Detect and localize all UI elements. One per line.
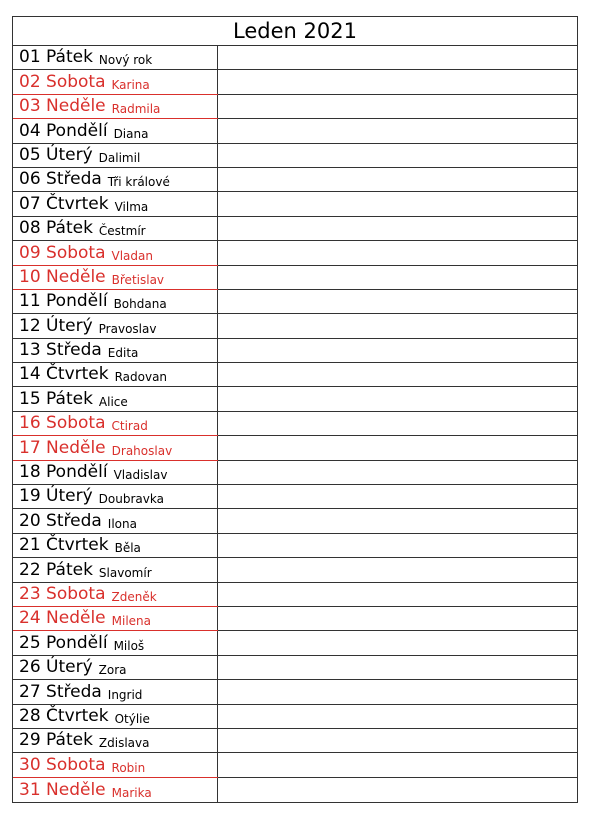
note-cell[interactable] bbox=[218, 461, 577, 484]
day-row bbox=[13, 168, 577, 192]
day-label: 28 Čtvrtek bbox=[19, 705, 109, 726]
day-cell bbox=[13, 387, 218, 410]
name-day: Zora bbox=[98, 663, 127, 678]
day-row bbox=[13, 95, 577, 119]
note-cell[interactable] bbox=[218, 631, 577, 654]
day-cell bbox=[13, 485, 218, 508]
day-cell bbox=[13, 266, 218, 289]
day-label: 27 Středa bbox=[19, 681, 102, 702]
name-day: Pravoslav bbox=[98, 321, 157, 336]
day-label: 31 Neděle bbox=[19, 780, 106, 801]
day-cell bbox=[13, 363, 218, 386]
day-cell bbox=[13, 339, 218, 362]
day-cell bbox=[13, 461, 218, 484]
note-cell[interactable] bbox=[218, 680, 577, 703]
day-cell bbox=[13, 705, 218, 728]
note-cell[interactable] bbox=[218, 290, 577, 313]
day-label: 08 Pátek bbox=[19, 218, 93, 239]
day-label: 25 Pondělí bbox=[19, 632, 108, 653]
day-label: 20 Středa bbox=[19, 510, 102, 531]
day-cell bbox=[13, 778, 218, 802]
day-row bbox=[13, 119, 577, 143]
name-day: Diana bbox=[113, 126, 149, 141]
note-cell[interactable] bbox=[218, 46, 577, 69]
name-day: Edita bbox=[107, 346, 139, 361]
day-cell bbox=[13, 436, 218, 459]
day-row bbox=[13, 461, 577, 485]
day-row bbox=[13, 558, 577, 582]
day-row bbox=[13, 144, 577, 168]
day-cell bbox=[13, 558, 218, 581]
day-row bbox=[13, 387, 577, 411]
day-cell bbox=[13, 729, 218, 752]
note-cell[interactable] bbox=[218, 119, 577, 142]
name-day: Bohdana bbox=[113, 297, 167, 312]
day-cell bbox=[13, 168, 218, 191]
name-day: Alice bbox=[98, 394, 128, 409]
day-cell bbox=[13, 46, 218, 69]
day-row bbox=[13, 412, 577, 436]
day-row bbox=[13, 436, 577, 460]
day-label: 04 Pondělí bbox=[19, 120, 108, 141]
day-label: 07 Čtvrtek bbox=[19, 193, 109, 214]
note-cell[interactable] bbox=[218, 241, 577, 265]
note-cell[interactable] bbox=[218, 144, 577, 167]
note-cell[interactable] bbox=[218, 339, 577, 362]
day-cell bbox=[13, 144, 218, 167]
note-cell[interactable] bbox=[218, 95, 577, 119]
day-label: 19 Úterý bbox=[19, 486, 93, 507]
day-label: 12 Úterý bbox=[19, 315, 93, 336]
name-day: Radovan bbox=[114, 370, 168, 385]
note-cell[interactable] bbox=[218, 168, 577, 191]
day-label: 01 Pátek bbox=[19, 47, 93, 68]
day-row bbox=[13, 509, 577, 533]
day-cell bbox=[13, 241, 218, 264]
note-cell[interactable] bbox=[218, 558, 577, 581]
name-day: Slavomír bbox=[98, 565, 152, 580]
name-day: Běla bbox=[114, 541, 141, 556]
day-label: 14 Čtvrtek bbox=[19, 364, 109, 385]
note-cell[interactable] bbox=[218, 583, 577, 607]
day-cell bbox=[13, 217, 218, 240]
note-cell[interactable] bbox=[218, 485, 577, 508]
name-day: Zdeněk bbox=[111, 589, 157, 604]
name-day: Čestmír bbox=[98, 224, 146, 239]
day-row bbox=[13, 46, 577, 70]
name-day: Vladan bbox=[111, 248, 153, 263]
day-cell bbox=[13, 119, 218, 142]
name-day: Otýlie bbox=[114, 711, 150, 726]
note-cell[interactable] bbox=[218, 314, 577, 337]
day-cell bbox=[13, 656, 218, 679]
day-label: 30 Sobota bbox=[19, 754, 106, 775]
day-row bbox=[13, 729, 577, 753]
day-row bbox=[13, 266, 577, 290]
day-cell bbox=[13, 70, 218, 93]
day-label: 06 Středa bbox=[19, 169, 102, 190]
day-row bbox=[13, 778, 577, 802]
day-row bbox=[13, 363, 577, 387]
day-row bbox=[13, 583, 577, 607]
day-label: 16 Sobota bbox=[19, 413, 106, 434]
note-cell[interactable] bbox=[218, 705, 577, 728]
name-day: Robin bbox=[111, 760, 146, 775]
day-row bbox=[13, 607, 577, 631]
name-day: Vilma bbox=[114, 199, 149, 214]
day-cell bbox=[13, 95, 218, 118]
note-cell[interactable] bbox=[218, 436, 577, 460]
day-cell bbox=[13, 607, 218, 630]
day-label: 03 Neděle bbox=[19, 96, 106, 117]
note-cell[interactable] bbox=[218, 387, 577, 410]
day-cell bbox=[13, 509, 218, 532]
day-label: 26 Úterý bbox=[19, 657, 93, 678]
day-cell bbox=[13, 753, 218, 776]
note-cell[interactable] bbox=[218, 607, 577, 631]
day-row bbox=[13, 241, 577, 265]
day-label: 09 Sobota bbox=[19, 242, 106, 263]
note-cell[interactable] bbox=[218, 753, 577, 777]
day-cell bbox=[13, 631, 218, 654]
name-day: Nový rok bbox=[98, 53, 153, 68]
name-day: Drahoslav bbox=[111, 443, 173, 458]
day-cell bbox=[13, 583, 218, 606]
calendar-sheet bbox=[12, 16, 578, 803]
name-day: Marika bbox=[111, 786, 152, 801]
name-day: Ingrid bbox=[107, 687, 143, 702]
day-cell bbox=[13, 290, 218, 313]
note-cell[interactable] bbox=[218, 412, 577, 436]
day-row bbox=[13, 485, 577, 509]
name-day: Miloš bbox=[113, 638, 145, 653]
note-cell[interactable] bbox=[218, 509, 577, 532]
day-row bbox=[13, 656, 577, 680]
day-row bbox=[13, 314, 577, 338]
day-cell bbox=[13, 680, 218, 703]
day-row bbox=[13, 680, 577, 704]
day-label: 18 Pondělí bbox=[19, 462, 108, 483]
day-row bbox=[13, 705, 577, 729]
note-cell[interactable] bbox=[218, 217, 577, 240]
page-title: Leden 2021 bbox=[13, 17, 577, 46]
name-day: Doubravka bbox=[98, 492, 164, 507]
name-day: Karina bbox=[111, 77, 150, 92]
name-day: Ilona bbox=[107, 516, 137, 531]
name-day: Vladislav bbox=[113, 468, 168, 483]
day-label: 24 Neděle bbox=[19, 608, 106, 629]
name-day: Zdislava bbox=[98, 736, 150, 751]
name-day: Radmila bbox=[111, 102, 161, 117]
day-cell bbox=[13, 314, 218, 337]
day-row bbox=[13, 70, 577, 94]
day-label: 21 Čtvrtek bbox=[19, 535, 109, 556]
day-row bbox=[13, 339, 577, 363]
name-day: Břetislav bbox=[111, 272, 165, 287]
note-cell[interactable] bbox=[218, 534, 577, 557]
note-cell[interactable] bbox=[218, 656, 577, 679]
day-row bbox=[13, 290, 577, 314]
day-cell bbox=[13, 534, 218, 557]
day-label: 10 Neděle bbox=[19, 266, 106, 287]
day-label: 05 Úterý bbox=[19, 144, 93, 165]
note-cell[interactable] bbox=[218, 363, 577, 386]
name-day: Tři králové bbox=[107, 175, 170, 190]
day-label: 11 Pondělí bbox=[19, 291, 108, 312]
day-cell bbox=[13, 192, 218, 215]
day-label: 23 Sobota bbox=[19, 583, 106, 604]
note-cell[interactable] bbox=[218, 778, 577, 803]
note-cell[interactable] bbox=[218, 266, 577, 290]
day-row bbox=[13, 631, 577, 655]
name-day: Milena bbox=[111, 614, 152, 629]
day-label: 13 Středa bbox=[19, 340, 102, 361]
day-row bbox=[13, 534, 577, 558]
note-cell[interactable] bbox=[218, 729, 577, 752]
day-cell bbox=[13, 412, 218, 435]
note-cell[interactable] bbox=[218, 192, 577, 215]
day-row bbox=[13, 192, 577, 216]
day-row bbox=[13, 217, 577, 241]
name-day: Dalimil bbox=[98, 150, 141, 165]
note-cell[interactable] bbox=[218, 70, 577, 94]
day-label: 17 Neděle bbox=[19, 437, 106, 458]
name-day: Ctirad bbox=[111, 419, 148, 434]
day-label: 02 Sobota bbox=[19, 71, 106, 92]
day-label: 15 Pátek bbox=[19, 388, 93, 409]
day-label: 22 Pátek bbox=[19, 559, 93, 580]
day-label: 29 Pátek bbox=[19, 730, 93, 751]
day-list bbox=[13, 46, 577, 802]
day-row bbox=[13, 753, 577, 777]
